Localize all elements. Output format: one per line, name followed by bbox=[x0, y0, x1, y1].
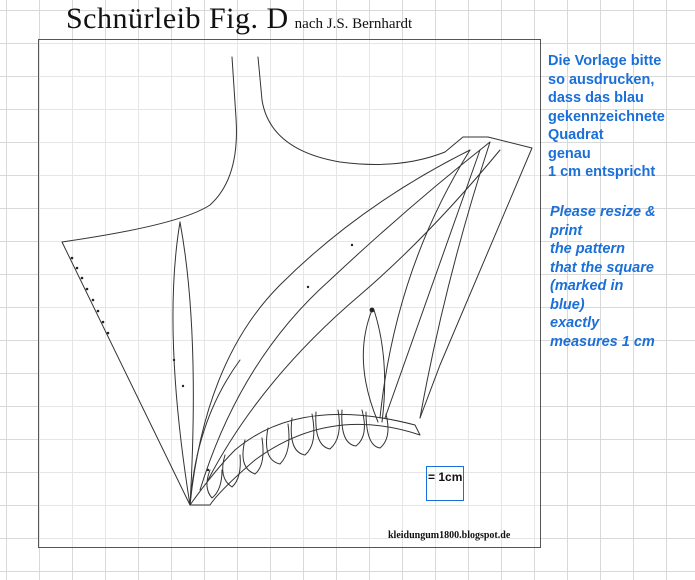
german-line: 1 cm entspricht bbox=[548, 164, 656, 180]
waist-tab bbox=[267, 424, 290, 464]
scale-label: = 1cm bbox=[428, 470, 463, 484]
gusset-dart-a bbox=[363, 310, 378, 422]
english-line: print bbox=[550, 222, 583, 239]
german-line: genau bbox=[548, 145, 591, 162]
left-seam-b bbox=[180, 222, 193, 505]
english-line: blue) bbox=[550, 296, 585, 313]
german-line: so ausdrucken, bbox=[548, 71, 655, 88]
lacing-holes bbox=[71, 244, 375, 471]
english-line: exactly bbox=[550, 315, 600, 331]
gusset-dart-b bbox=[374, 310, 385, 422]
waist-tab bbox=[207, 470, 222, 498]
left-piece-outline bbox=[62, 57, 236, 505]
inner-line-4 bbox=[208, 150, 500, 480]
neckline-curve bbox=[258, 57, 532, 418]
waist-band-outer bbox=[190, 414, 420, 505]
english-instructions bbox=[550, 203, 690, 351]
english-line: Please resize & bbox=[550, 204, 656, 220]
inner-line-3 bbox=[190, 360, 240, 505]
title-subtitle: nach J.S. Bernhardt bbox=[294, 16, 413, 32]
english-line: (marked in bbox=[550, 278, 624, 294]
german-line: Quadrat bbox=[548, 127, 604, 143]
english-line: measures 1 cm bbox=[550, 333, 655, 350]
blog-credit: kleidungum1800.blogspot.de bbox=[388, 530, 511, 541]
english-line: the pattern bbox=[550, 241, 625, 257]
front-seam-c bbox=[420, 142, 490, 418]
german-line: gekennzeichnete bbox=[548, 108, 665, 125]
inner-line-1 bbox=[190, 150, 470, 505]
english-line: that the square bbox=[550, 259, 654, 276]
left-seam-a bbox=[173, 222, 190, 505]
german-instructions bbox=[548, 52, 693, 182]
front-seam-a bbox=[380, 150, 470, 418]
title-main: Schnürleib Fig. D bbox=[66, 2, 289, 35]
german-line: dass das blau bbox=[548, 90, 644, 106]
german-line: Die Vorlage bitte bbox=[548, 53, 662, 69]
